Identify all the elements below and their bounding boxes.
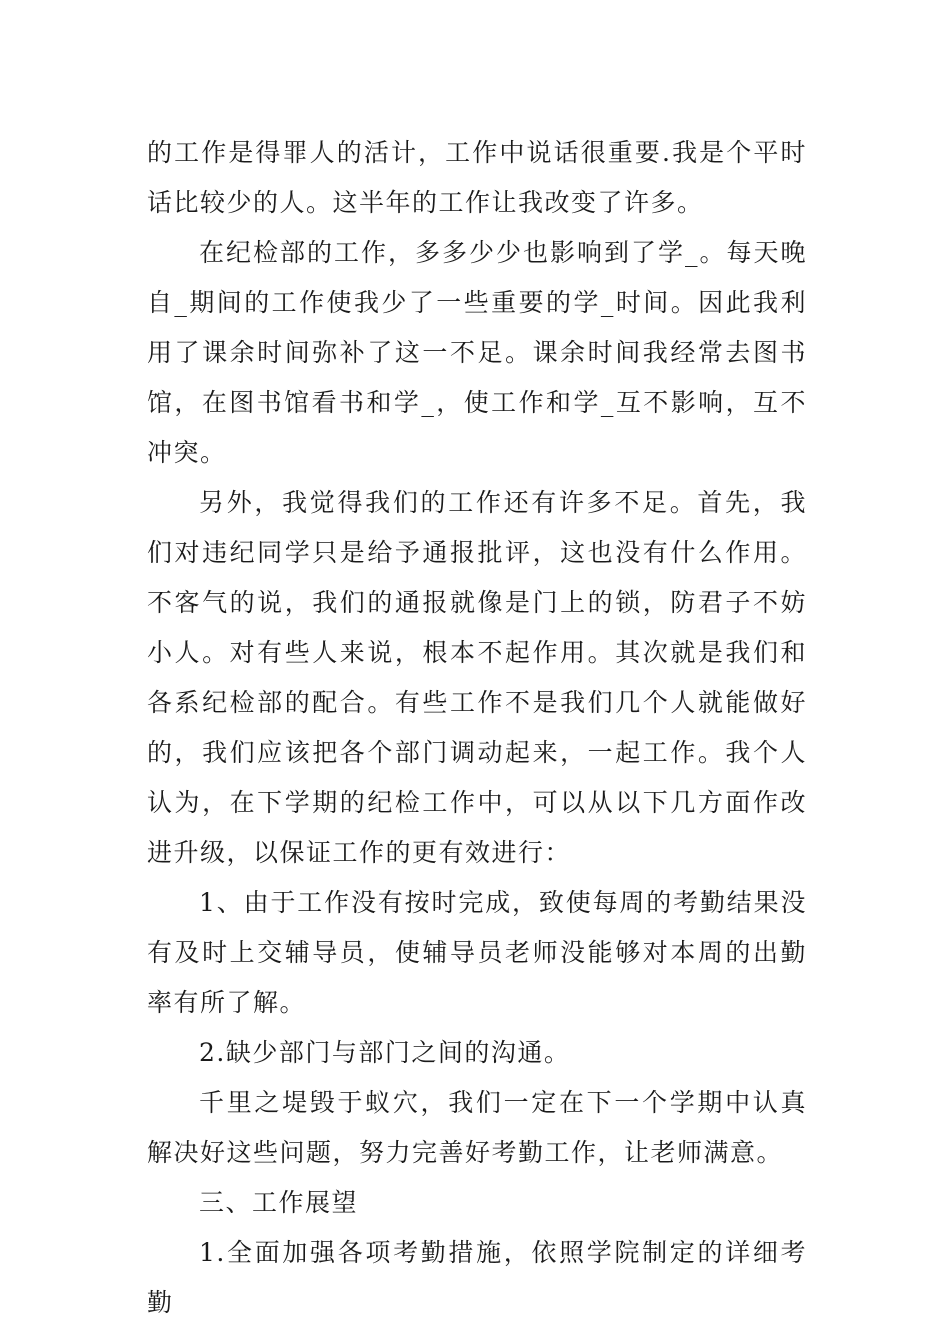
paragraph-3: 另外，我觉得我们的工作还有许多不足。首先，我们对违纪同学只是给予通报批评，这也没有什么作用。不客气的说，我们的通报就像是门上的锁，防君子不妨小人。对有些人来说，根本不起作用。其次就是我们和各系纪检部的配合。有些工作不是我们几个人就能做好的，我们应该把各个部门调动起来，一起工作。我个人认为，在下学期的纪检工作中，可以从以下几方面作改进升级，以保证工作的更有效进行： [147, 488, 807, 867]
paragraph-5: 2.缺少部门与部门之间的沟通。 [199, 1038, 571, 1067]
paragraph-7: 1.全面加强各项考勤措施，依照学院制定的详细考勤 [147, 1238, 807, 1317]
section-heading: 三、工作展望 [199, 1188, 359, 1217]
document-body [147, 128, 807, 1328]
paragraph-2: 在纪检部的工作，多多少少也影响到了学_。每天晚自_期间的工作使我少了一些重要的学_时间。因此我利用了课余时间弥补了这一不足。课余时间我经常去图书馆，在图书馆看书和学_，使工作和学_互不影响，互不冲突。 [147, 238, 807, 467]
paragraph-6: 千里之堤毁于蚁穴，我们一定在下一个学期中认真解决好这些问题，努力完善好考勤工作，让老师满意。 [147, 1088, 807, 1167]
paragraph-4: 1、由于工作没有按时完成，致使每周的考勤结果没有及时上交辅导员，使辅导员老师没能够对本周的出勤率有所了解。 [147, 888, 807, 1017]
paragraph-1: 的工作是得罪人的活计，工作中说话很重要.我是个平时话比较少的人。这半年的工作让我改变了许多。 [147, 138, 807, 217]
